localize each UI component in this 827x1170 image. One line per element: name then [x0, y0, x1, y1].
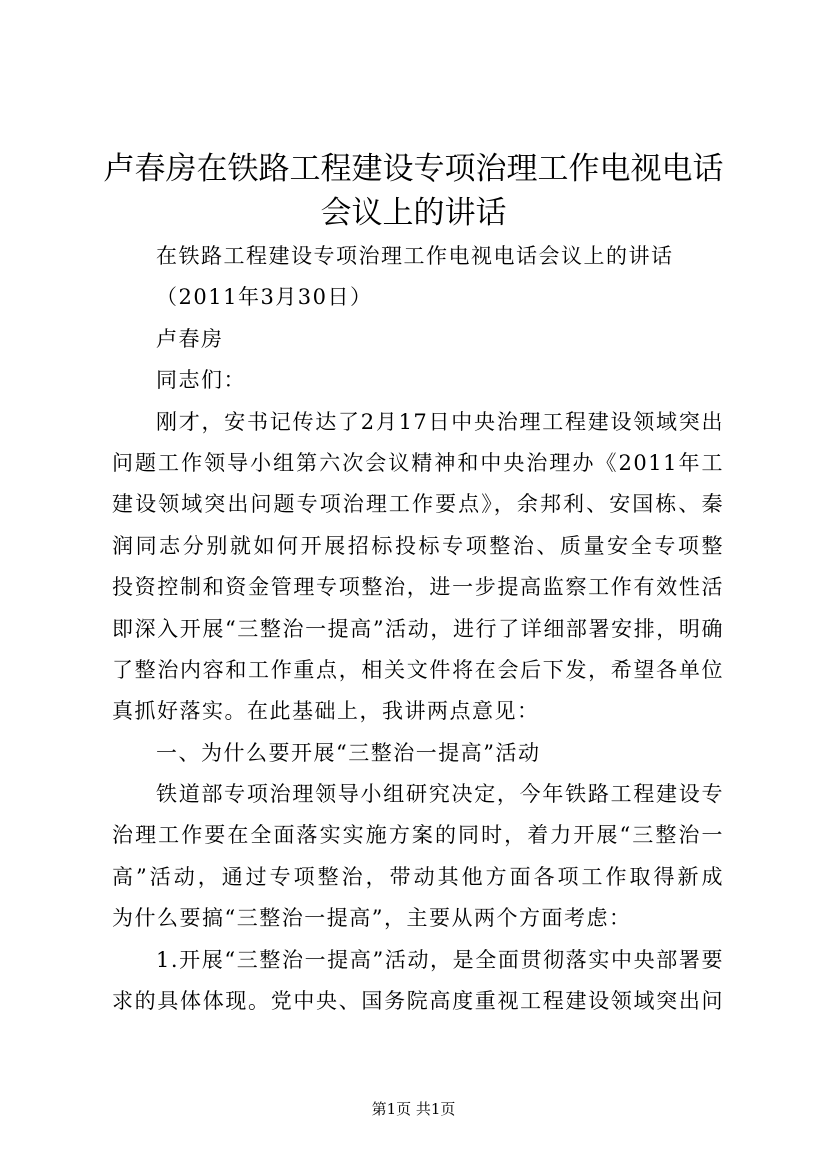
paragraph-line: 了整治内容和工作重点，相关文件将在会后下发，希望各单位 [112, 657, 724, 682]
paragraph-line: 治理工作要在全面落实实施方案的同时，着力开展“三整治一 [112, 823, 724, 848]
date-line: （2011年3月30日） [156, 285, 373, 310]
document-title-line-1: 卢春房在铁路工程建设专项治理工作电视电话 [103, 151, 724, 187]
paragraph-line: 求的具体体现。党中央、国务院高度重视工程建设领域突出问 [112, 989, 724, 1014]
paragraph-line: 润同志分别就如何开展招标投标专项整治、质量安全专项整 [112, 533, 724, 558]
document-title-line-2: 会议上的讲话 [320, 195, 507, 231]
paragraph-line: 投资控制和资金管理专项整治，进一步提高监察工作有效性活 [112, 575, 724, 600]
paragraph-line: 铁道部专项治理领导小组研究决定，今年铁路工程建设专 [156, 782, 724, 807]
section-heading: 一、为什么要开展“三整治一提高”活动 [156, 740, 541, 765]
paragraph-line: 建设领域突出问题专项治理工作要点》，余邦利、安国栋、秦 [112, 492, 724, 517]
paragraph-line: 真抓好落实。在此基础上，我讲两点意见： [112, 699, 540, 724]
paragraph-line: 高”活动，通过专项整治，带动其他方面各项工作取得新成 [112, 864, 724, 889]
salutation-line: 同志们： [156, 368, 246, 393]
subtitle-line: 在铁路工程建设专项治理工作电视电话会议上的讲话 [156, 244, 674, 268]
paragraph-line: 为什么要搞“三整治一提高”，主要从两个方面考虑： [112, 906, 632, 931]
speaker-line: 卢春房 [156, 326, 224, 351]
paragraph-line: 即深入开展“三整治一提高”活动，进行了详细部署安排，明确 [112, 616, 724, 641]
paragraph-line: 刚才，安书记传达了2月17日中央治理工程建设领域突出 [156, 409, 724, 434]
document-body [112, 236, 724, 1022]
paragraph-line: 1.开展“三整治一提高”活动，是全面贯彻落实中央部署要 [156, 947, 724, 972]
paragraph-line: 问题工作领导小组第六次会议精神和中央治理办《2011年工 [112, 450, 724, 475]
page-footer: 第1页 共1页 [371, 1100, 456, 1118]
